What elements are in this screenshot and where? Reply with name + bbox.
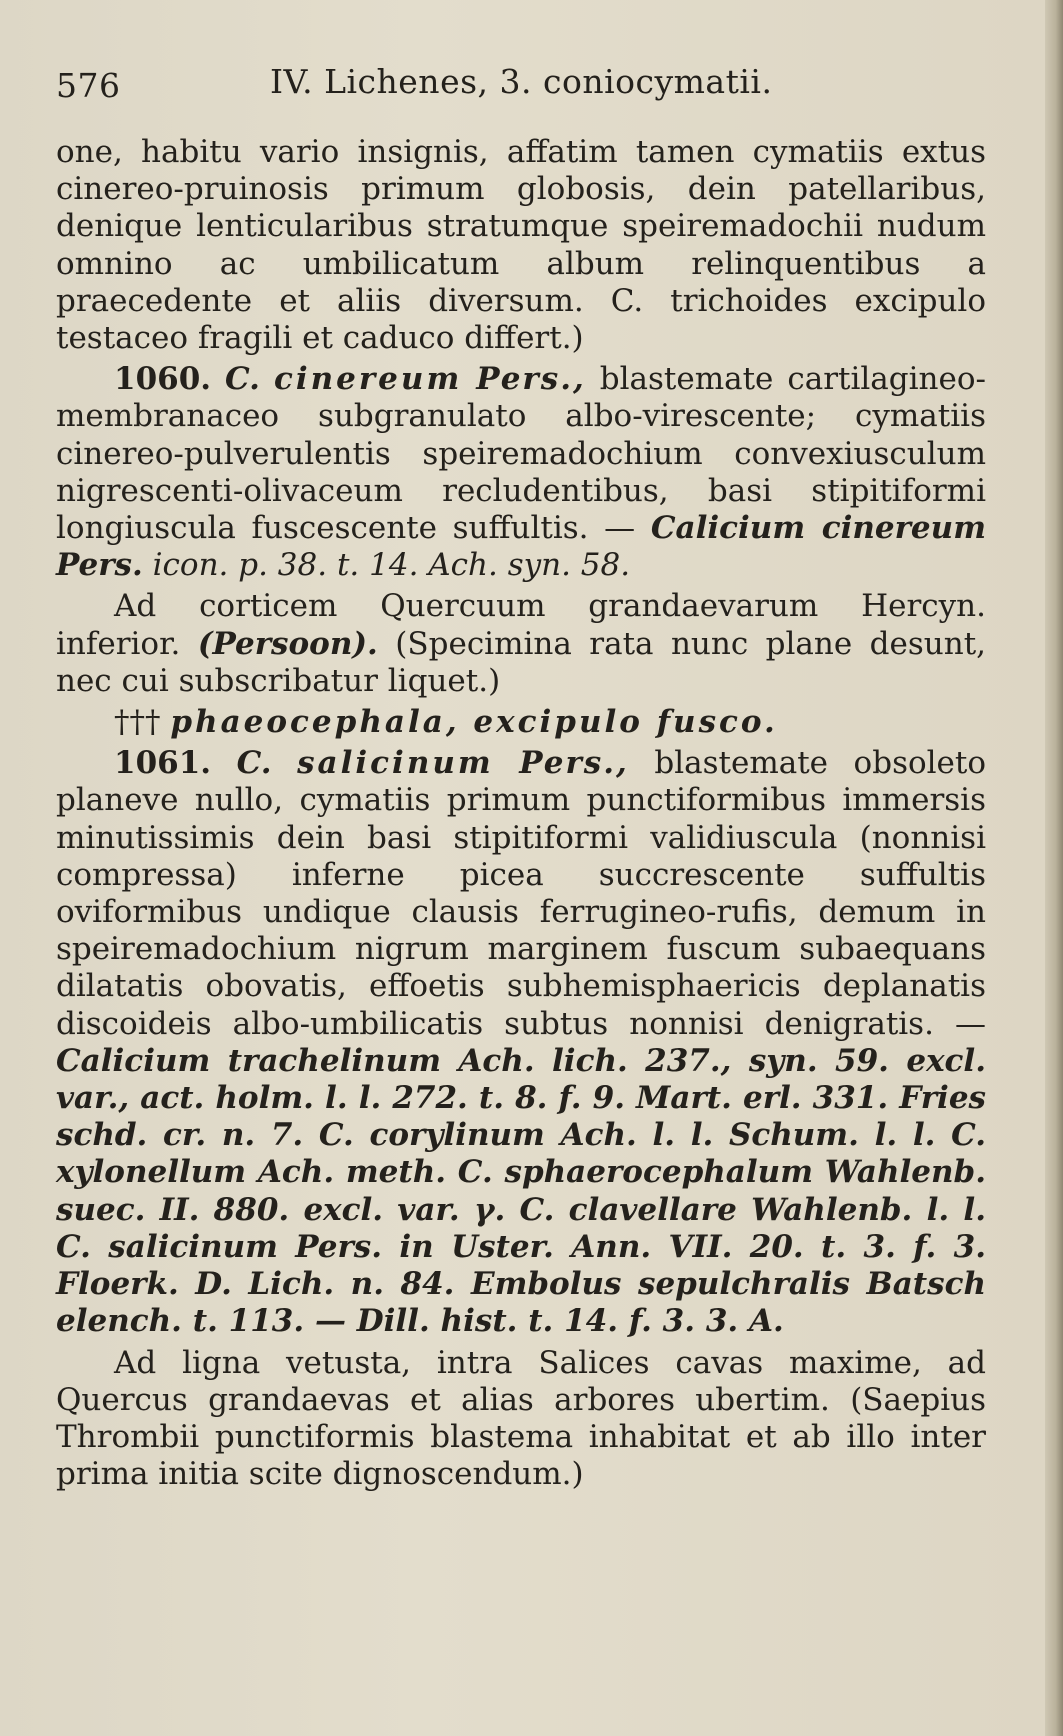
running-title: IV. Lichenes, 3. coniocymatii. — [270, 62, 773, 101]
intro-paragraph: one, habitu vario insignis, affatim tamen cymatiis extus cinereo-pruinosis primum globosis, dein patellaribus, denique lenticularibus stratumque speiremadochii nudum omnino ac umbilicatum album relinquentibus a praecedente et aliis diversum. C. trichoides excipulo testaceo fragili et caduco differt.) — [56, 134, 986, 357]
habitat-note: (Specimina rata nunc plane desunt, nec cui subscribatur liquet.) — [56, 625, 987, 699]
entry-description: blastemate cartilagineo-membranaceo subgranulato albo-virescente; cymatiis cinereo-pulverulentis speiremadochium convexiusculum nigrescenti-olivaceum recludentibus, basi stipitiformi longiuscula fuscescente suffultis. — — [56, 361, 986, 547]
habitat-text: Ad corticem Quercuum grandaevarum Hercyn. inferior. — [56, 588, 986, 662]
entry-author: Pers., — [476, 361, 586, 398]
entry-description: blastemate obsoleto planeve nullo, cymatiis primum punctiformibus immersis minutissimis dein basi stipitiformi validiuscula (nonnisi compressa) inferne picea succrescente suffultis oviformibus undique clausis ferrugineo-rufis, demum in speiremadochium nigrum marginem fuscum subaequans dilatatis obovatis, effoetis subhemisphaericis deplanatis discoideis albo-umbilicatis subtus nonnisi denigratis. — — [56, 745, 987, 1042]
entry-1061 — [56, 745, 986, 1340]
entry-genus: C. — [236, 745, 272, 782]
section-marker: ††† — [114, 704, 161, 741]
page-number: 576 — [56, 66, 121, 105]
entry-1061-habitat: Ad ligna vetusta, intra Salices cavas maxime, ad Quercus grandaevas et alias arbores ubertim. (Saepius Thrombii punctiformis blastema inhabitat et ab illo inter prima initia scite dignoscendum.) — [56, 1344, 986, 1493]
page-header — [56, 62, 986, 112]
page-edge — [1045, 0, 1063, 1736]
body-text — [56, 134, 986, 1493]
entry-number: 1060. — [114, 361, 212, 398]
entry-species: salicinum — [297, 745, 494, 782]
section-title: phaeocephala, excipulo fusco. — [170, 704, 778, 741]
entry-genus: C. — [225, 361, 260, 398]
entry-1060 — [56, 361, 986, 584]
habitat-author: (Persoon). — [197, 625, 378, 662]
entry-citation: icon. p. 38. t. 14. Ach. syn. 58. — [152, 547, 631, 584]
entry-author: Pers., — [519, 745, 629, 782]
entry-number: 1061. — [114, 745, 212, 782]
entry-species: cinereum — [273, 361, 463, 398]
entry-synonym: Calicium cinereum Pers. — [56, 510, 986, 584]
section-heading — [56, 704, 986, 741]
entry-1060-habitat — [56, 588, 986, 700]
entry-synonyms: Calicium trachelinum Ach. lich. 237., syn. 59. excl. var., act. holm. l. l. 272. t. 8. f. 9. Mart. erl. 331. Fries schd. cr. n. 7. C. corylinum Ach. l. l. Schum. l. l. C. xylonellum Ach. meth. C. sphaerocephalum Wahlenb. suec. II. 880. excl. var. γ. C. clavellare Wahlenb. l. l. C. salicinum Pers. in Uster. Ann. VII. 20. t. 3. f. 3. Floerk. D. Lich. n. 84. Embolus sepulchralis Batsch elench. t. 113. — Dill. hist. t. 14. f. 3. 3. A. — [56, 1042, 986, 1340]
